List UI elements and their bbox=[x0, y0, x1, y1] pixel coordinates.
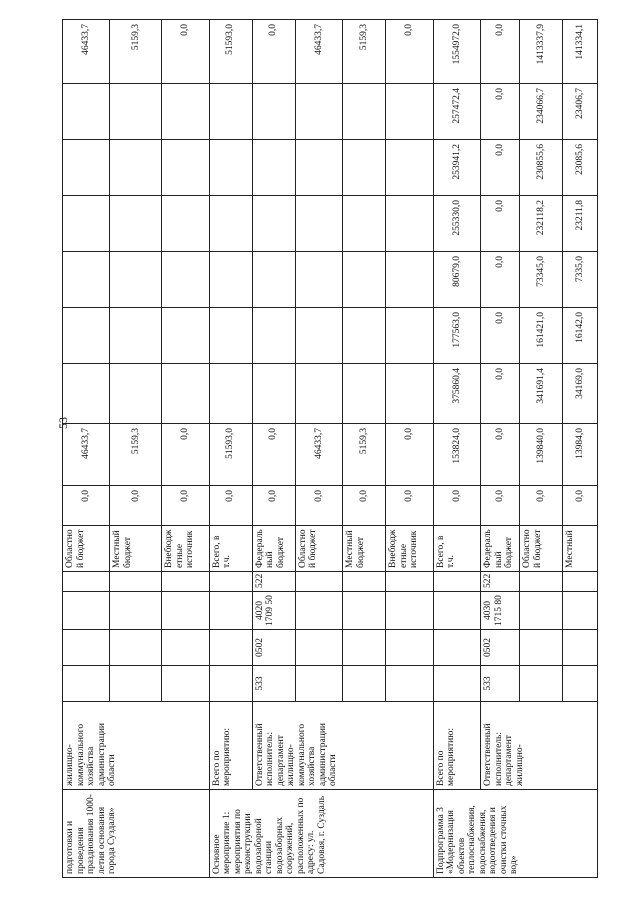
code-grbs-cell bbox=[63, 666, 110, 702]
value-cell bbox=[209, 308, 252, 364]
funding-source-cell: Областно й бюджет bbox=[520, 526, 563, 572]
value-cell bbox=[162, 140, 209, 196]
value-cell bbox=[295, 140, 342, 196]
code-grbs-cell bbox=[209, 666, 252, 702]
value-cell: 0,0 bbox=[162, 486, 209, 526]
value-cell: 177563,0 bbox=[433, 308, 480, 364]
value-cell: 51593,0 bbox=[209, 424, 252, 486]
code-rz-cell: 0502 bbox=[481, 630, 520, 666]
value-cell bbox=[295, 196, 342, 252]
table-row bbox=[433, 20, 480, 878]
value-cell: 0,0 bbox=[481, 196, 520, 252]
responsible-executor-cell: Ответственный исполнитель: департамент жилищно- bbox=[481, 702, 598, 790]
code-csr-cell bbox=[433, 592, 480, 630]
code-csr-cell: 4020 1709 50 bbox=[252, 592, 295, 630]
code-grbs-cell bbox=[343, 666, 386, 702]
value-cell bbox=[63, 140, 110, 196]
value-cell: 46433,7 bbox=[295, 424, 342, 486]
value-cell: 0,0 bbox=[520, 486, 563, 526]
value-cell bbox=[209, 364, 252, 424]
code-csr-cell bbox=[386, 592, 433, 630]
value-cell bbox=[252, 196, 295, 252]
value-cell bbox=[295, 252, 342, 308]
value-cell: 46433,7 bbox=[63, 424, 110, 486]
value-cell: 139840,0 bbox=[520, 424, 563, 486]
value-cell: 0,0 bbox=[481, 84, 520, 140]
funding-source-cell: Местный bbox=[563, 526, 598, 572]
responsible-total-cell: Всего по мероприятию: bbox=[433, 702, 480, 790]
value-cell: 0,0 bbox=[481, 424, 520, 486]
value-cell: 0,0 bbox=[481, 252, 520, 308]
value-cell bbox=[252, 308, 295, 364]
value-cell: 13984,0 bbox=[563, 424, 598, 486]
value-cell bbox=[110, 364, 162, 424]
value-cell bbox=[343, 252, 386, 308]
table-row bbox=[209, 20, 252, 878]
value-cell bbox=[63, 196, 110, 252]
value-cell: 0,0 bbox=[252, 20, 295, 84]
funding-source-cell: Местный бюджет bbox=[110, 526, 162, 572]
value-cell bbox=[295, 364, 342, 424]
rotated-table-container bbox=[62, 20, 598, 878]
value-cell bbox=[110, 140, 162, 196]
code-csr-cell bbox=[63, 592, 110, 630]
value-cell: 46433,7 bbox=[63, 20, 110, 84]
value-cell: 253941,2 bbox=[433, 140, 480, 196]
value-cell: 255330,0 bbox=[433, 196, 480, 252]
code-rz-cell bbox=[110, 630, 162, 666]
code-csr-cell bbox=[343, 592, 386, 630]
code-grbs-cell bbox=[520, 666, 563, 702]
value-cell: 230855,6 bbox=[520, 140, 563, 196]
value-cell bbox=[63, 364, 110, 424]
value-cell: 46433,7 bbox=[295, 20, 342, 84]
value-cell bbox=[343, 364, 386, 424]
code-csr-cell bbox=[563, 592, 598, 630]
value-cell: 341691,4 bbox=[520, 364, 563, 424]
funding-source-cell: Внебюдж етные источник bbox=[162, 526, 209, 572]
value-cell: 0,0 bbox=[252, 424, 295, 486]
funding-source-cell: Всего, в т.ч. bbox=[209, 526, 252, 572]
value-cell: 0,0 bbox=[252, 486, 295, 526]
value-cell: 153824,0 bbox=[433, 424, 480, 486]
code-grbs-cell bbox=[295, 666, 342, 702]
value-cell bbox=[209, 84, 252, 140]
value-cell bbox=[63, 84, 110, 140]
value-cell: 0,0 bbox=[162, 424, 209, 486]
value-cell: 0,0 bbox=[162, 20, 209, 84]
responsible-total-cell: Всего по мероприятию: bbox=[209, 702, 252, 790]
value-cell bbox=[110, 252, 162, 308]
code-rz-cell bbox=[386, 630, 433, 666]
value-cell bbox=[162, 84, 209, 140]
value-cell: 23406,7 bbox=[563, 84, 598, 140]
code-rz-cell bbox=[563, 630, 598, 666]
code-vr-cell bbox=[386, 572, 433, 592]
code-vr-cell bbox=[520, 572, 563, 592]
value-cell: 1554972,0 bbox=[433, 20, 480, 84]
value-cell bbox=[110, 196, 162, 252]
code-csr-cell bbox=[295, 592, 342, 630]
value-cell: 23085,6 bbox=[563, 140, 598, 196]
code-vr-cell bbox=[563, 572, 598, 592]
responsible-executor-cell: Ответственный исполнитель: департамент жилищно-коммунального хозяйства администрации области bbox=[252, 702, 433, 790]
code-grbs-cell: 533 bbox=[481, 666, 520, 702]
code-csr-cell bbox=[209, 592, 252, 630]
table-row bbox=[252, 20, 295, 878]
budget-table bbox=[62, 19, 598, 878]
value-cell: 5159,3 bbox=[110, 424, 162, 486]
value-cell bbox=[343, 308, 386, 364]
code-csr-cell bbox=[520, 592, 563, 630]
code-vr-cell: 522 bbox=[252, 572, 295, 592]
value-cell: 0,0 bbox=[386, 486, 433, 526]
value-cell bbox=[162, 252, 209, 308]
value-cell: 1413337,9 bbox=[520, 20, 563, 84]
value-cell: 161421,0 bbox=[520, 308, 563, 364]
funding-source-cell: Областно й бюджет bbox=[295, 526, 342, 572]
measure-name-cell: Подпрограмма 3 «Модернизация объектов теплоснабжения, водоснабжения, водоотведения и очистки сточных вод» bbox=[433, 790, 597, 878]
code-grbs-cell bbox=[110, 666, 162, 702]
value-cell: 0,0 bbox=[481, 140, 520, 196]
code-rz-cell bbox=[209, 630, 252, 666]
value-cell: 257472,4 bbox=[433, 84, 480, 140]
value-cell: 5159,3 bbox=[343, 424, 386, 486]
value-cell bbox=[252, 252, 295, 308]
value-cell bbox=[295, 308, 342, 364]
table-row bbox=[481, 20, 520, 878]
code-grbs-cell bbox=[433, 666, 480, 702]
value-cell: 0,0 bbox=[481, 486, 520, 526]
value-cell: 16142,0 bbox=[563, 308, 598, 364]
code-rz-cell bbox=[343, 630, 386, 666]
value-cell: 0,0 bbox=[481, 364, 520, 424]
code-rz-cell: 0502 bbox=[252, 630, 295, 666]
code-vr-cell: 522 bbox=[481, 572, 520, 592]
value-cell bbox=[162, 196, 209, 252]
value-cell bbox=[162, 364, 209, 424]
value-cell: 80679,0 bbox=[433, 252, 480, 308]
value-cell bbox=[162, 308, 209, 364]
value-cell: 141334,1 bbox=[563, 20, 598, 84]
value-cell: 232118,2 bbox=[520, 196, 563, 252]
value-cell bbox=[209, 196, 252, 252]
value-cell bbox=[386, 140, 433, 196]
value-cell bbox=[343, 140, 386, 196]
value-cell: 0,0 bbox=[343, 486, 386, 526]
funding-source-cell: Федераль ный бюджет bbox=[481, 526, 520, 572]
page-number: 53 bbox=[56, 417, 70, 429]
code-vr-cell bbox=[63, 572, 110, 592]
value-cell: 0,0 bbox=[433, 486, 480, 526]
code-grbs-cell bbox=[386, 666, 433, 702]
funding-source-cell: Областно й бюджет bbox=[63, 526, 110, 572]
value-cell: 375860,4 bbox=[433, 364, 480, 424]
value-cell: 73345,0 bbox=[520, 252, 563, 308]
code-rz-cell bbox=[520, 630, 563, 666]
measure-name-cell: Основное мероприятие 1: мероприятия по реконструкции водозаборной станции водозаборных сооружений, расположенных по адресу: ул. Садовая, г. Суздаль bbox=[209, 790, 433, 878]
value-cell: 0,0 bbox=[209, 486, 252, 526]
code-rz-cell bbox=[433, 630, 480, 666]
value-cell bbox=[63, 308, 110, 364]
value-cell: 0,0 bbox=[386, 424, 433, 486]
funding-source-cell: Внебюдж етные источник bbox=[386, 526, 433, 572]
value-cell bbox=[343, 196, 386, 252]
measure-name-cell: подготовки и проведения празднования 1000-летия основания города Суздаля» bbox=[63, 790, 210, 878]
value-cell: 23211,8 bbox=[563, 196, 598, 252]
code-csr-cell: 4030 1715 80 bbox=[481, 592, 520, 630]
code-rz-cell bbox=[162, 630, 209, 666]
code-vr-cell bbox=[343, 572, 386, 592]
value-cell bbox=[386, 196, 433, 252]
value-cell bbox=[386, 84, 433, 140]
value-cell: 0,0 bbox=[481, 20, 520, 84]
code-vr-cell bbox=[433, 572, 480, 592]
value-cell bbox=[386, 308, 433, 364]
value-cell: 7335,0 bbox=[563, 252, 598, 308]
code-grbs-cell bbox=[162, 666, 209, 702]
value-cell: 0,0 bbox=[110, 486, 162, 526]
code-grbs-cell bbox=[563, 666, 598, 702]
code-csr-cell bbox=[162, 592, 209, 630]
value-cell: 5159,3 bbox=[343, 20, 386, 84]
code-vr-cell bbox=[295, 572, 342, 592]
code-rz-cell bbox=[295, 630, 342, 666]
value-cell: 0,0 bbox=[481, 308, 520, 364]
value-cell: 234066,7 bbox=[520, 84, 563, 140]
value-cell: 0,0 bbox=[63, 486, 110, 526]
code-rz-cell bbox=[63, 630, 110, 666]
value-cell bbox=[110, 308, 162, 364]
value-cell: 0,0 bbox=[295, 486, 342, 526]
table-row bbox=[63, 20, 110, 878]
code-vr-cell bbox=[209, 572, 252, 592]
value-cell bbox=[209, 140, 252, 196]
value-cell bbox=[343, 84, 386, 140]
funding-source-cell: Всего, в т.ч. bbox=[433, 526, 480, 572]
funding-source-cell: Местный бюджет bbox=[343, 526, 386, 572]
value-cell: 0,0 bbox=[386, 20, 433, 84]
value-cell bbox=[252, 140, 295, 196]
value-cell bbox=[386, 364, 433, 424]
value-cell bbox=[209, 252, 252, 308]
value-cell bbox=[386, 252, 433, 308]
value-cell bbox=[252, 84, 295, 140]
responsible-cell: жилищно-коммунального хозяйства администрации области bbox=[63, 702, 210, 790]
value-cell: 51593,0 bbox=[209, 20, 252, 84]
value-cell: 34169,0 bbox=[563, 364, 598, 424]
value-cell bbox=[63, 252, 110, 308]
value-cell bbox=[295, 84, 342, 140]
code-vr-cell bbox=[162, 572, 209, 592]
value-cell: 0,0 bbox=[563, 486, 598, 526]
value-cell bbox=[110, 84, 162, 140]
value-cell: 5159,3 bbox=[110, 20, 162, 84]
code-grbs-cell: 533 bbox=[252, 666, 295, 702]
value-cell bbox=[252, 364, 295, 424]
code-csr-cell bbox=[110, 592, 162, 630]
code-vr-cell bbox=[110, 572, 162, 592]
funding-source-cell: Федераль ный бюджет bbox=[252, 526, 295, 572]
